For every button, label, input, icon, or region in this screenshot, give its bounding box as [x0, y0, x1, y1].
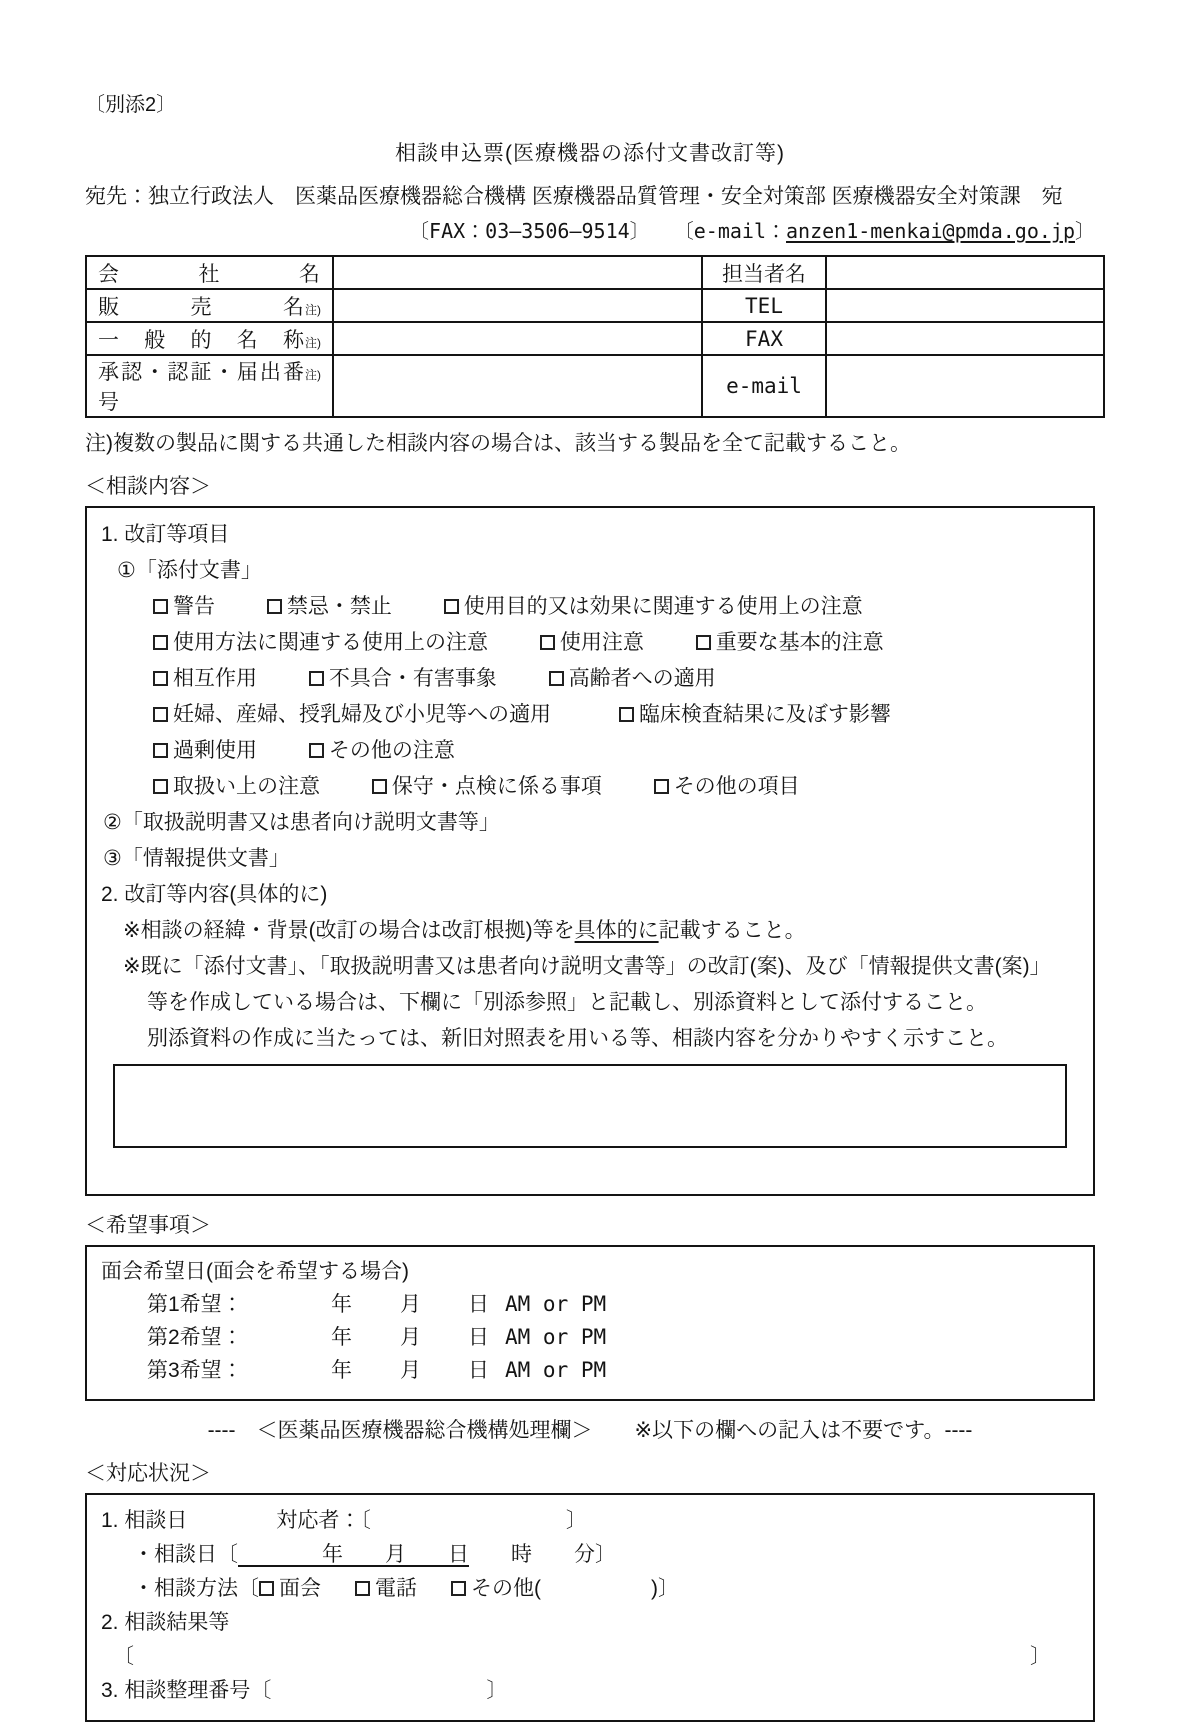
checkbox-option-usage-caution[interactable] — [540, 631, 644, 654]
label-text: 承認・認証・届出番号 — [98, 361, 304, 414]
checkbox-option-interaction[interactable] — [153, 667, 257, 690]
contact-line — [85, 215, 1095, 244]
e-mail-label: e-mail — [702, 355, 826, 417]
checkbox-label: 臨床検査結果に及ぼす影響 — [638, 703, 891, 726]
checkbox-icon — [654, 779, 669, 794]
company-name-label — [86, 256, 333, 289]
note-attachment-reference: ※既に「添付文書」、「取扱説明書又は患者向け説明文書等」の改訂(案)、及び「情報提供文書(案)」 — [123, 955, 1051, 978]
contact-gap — [650, 219, 674, 243]
checkbox-option-other-items[interactable] — [654, 775, 800, 798]
checkbox-icon — [153, 599, 168, 614]
checkbox-icon — [372, 779, 387, 794]
email-suffix: 〕 — [1075, 219, 1095, 243]
bracket-open: 〔 — [113, 1645, 134, 1668]
status-line-consult-date — [101, 1504, 1081, 1538]
year-field[interactable]: 年 — [331, 1359, 352, 1382]
day-field[interactable]: 日 — [468, 1326, 489, 1349]
checkbox-icon — [549, 671, 564, 686]
item-consult-date: 1. 相談日 — [101, 1509, 188, 1532]
contact-person-label: 担当者名 — [702, 256, 826, 289]
month-field[interactable]: 月 — [400, 1359, 421, 1382]
checkbox-option-maintenance-inspection[interactable] — [372, 775, 602, 798]
checkbox-icon — [444, 599, 459, 614]
wishes-box — [85, 1245, 1095, 1401]
note-text: 記載すること。 — [658, 919, 806, 942]
consultation-box — [85, 506, 1095, 1196]
checkbox-option-malfunction-adverse-event[interactable] — [309, 667, 497, 690]
tel-input[interactable] — [826, 289, 1104, 322]
bracket-close: 〕 — [1030, 1645, 1051, 1668]
wish-2-label: 第2希望： — [147, 1326, 243, 1349]
label-text: 販売名 — [98, 295, 304, 319]
checkbox-icon — [259, 1581, 274, 1596]
checkbox-row — [153, 733, 1081, 769]
status-line-reference-number — [101, 1674, 1081, 1708]
checkbox-icon — [153, 779, 168, 794]
item-revision-details: 2. 改訂等内容(具体的に) — [101, 883, 328, 906]
checkbox-option-usage-purpose-precaution[interactable] — [444, 595, 863, 618]
note-underlined-text: 具体的に — [574, 919, 659, 942]
approval-number-label — [86, 355, 333, 417]
pmda-processing-divider: ---- ＜医薬品医療機器総合機構処理欄＞ ※以下の欄への記入は不要です。---- — [207, 1419, 973, 1442]
addressee-line: 宛先：独立行政法人 医薬品医療機器総合機構 医療機器品質管理・安全対策部 医療機器安全対策課 宛 — [85, 185, 1063, 208]
fax-input[interactable] — [826, 322, 1104, 355]
status-line-result-title: 2. 相談結果等 — [101, 1611, 230, 1634]
note-mark: 注) — [305, 302, 321, 317]
fax-label: FAX — [702, 322, 826, 355]
checkbox-label: 面会 — [279, 1577, 321, 1600]
table-row — [86, 355, 1104, 417]
checkbox-label: 使用目的又は効果に関連する使用上の注意 — [463, 595, 863, 618]
checkbox-label: 取扱い上の注意 — [173, 775, 320, 798]
method-suffix: )〕 — [651, 1577, 679, 1600]
checkbox-label: 相互作用 — [173, 667, 257, 690]
label-text: 会社名 — [98, 262, 320, 286]
note-mark: 注) — [305, 335, 321, 350]
spacer — [101, 1148, 1081, 1194]
note-describe-concretely — [123, 913, 1081, 949]
checkbox-icon — [153, 671, 168, 686]
checkbox-label: その他の項目 — [673, 775, 800, 798]
bracket-close: 〕 — [486, 1679, 508, 1702]
checkbox-row — [153, 769, 1081, 805]
checkbox-icon — [153, 635, 168, 650]
checkbox-option-contraindication[interactable] — [267, 595, 392, 618]
attachment-label: 〔別添2〕 — [85, 94, 177, 116]
table-row — [86, 322, 1104, 355]
date-ymd-field[interactable]: 年 月 日 — [238, 1543, 469, 1566]
checkbox-option-usage-method-precaution[interactable] — [153, 631, 488, 654]
checkbox-label: 妊婦、産婦、授乳婦及び小児等への適用 — [173, 703, 551, 726]
checkbox-option-important-basic-caution[interactable] — [696, 631, 884, 654]
day-field[interactable]: 日 — [468, 1293, 489, 1316]
bracket-close: 〕 — [565, 1509, 587, 1532]
checkbox-option-phone[interactable] — [355, 1577, 417, 1600]
day-field[interactable]: 日 — [468, 1359, 489, 1382]
tel-label: TEL — [702, 289, 826, 322]
date-suffix: 時 分〕 — [469, 1543, 616, 1566]
product-name-label — [86, 289, 333, 322]
month-field[interactable]: 月 — [400, 1326, 421, 1349]
wish-row-3 — [147, 1354, 1081, 1387]
label-text: 一般的名称 — [98, 328, 304, 352]
note-text: ※相談の経緯・背景(改訂の場合は改訂根拠)等を — [123, 919, 575, 942]
wish-row-1 — [147, 1288, 1081, 1321]
checkbox-row — [153, 697, 1081, 733]
checkbox-label: 不具合・有害事象 — [328, 667, 497, 690]
wish-3-label: 第3希望： — [147, 1359, 243, 1382]
checkbox-label: 電話 — [375, 1577, 417, 1600]
method-prefix: ・相談方法〔 — [133, 1577, 259, 1600]
checkbox-label: 使用注意 — [559, 631, 644, 654]
year-field[interactable]: 年 — [331, 1326, 352, 1349]
checkbox-label: 警告 — [173, 595, 215, 618]
generic-name-label — [86, 322, 333, 355]
section-heading-consultation: ＜相談内容＞ — [85, 475, 211, 498]
email-prefix: 〔e-mail： — [673, 219, 787, 243]
checkbox-label: その他( — [471, 1577, 541, 1600]
checkbox-icon — [619, 707, 634, 722]
email-link[interactable]: anzen1-menkai@pmda.go.jp — [786, 219, 1075, 243]
checkbox-icon — [696, 635, 711, 650]
checkbox-icon — [309, 743, 324, 758]
checkbox-option-handling-caution[interactable] — [153, 775, 320, 798]
year-field[interactable]: 年 — [331, 1293, 352, 1316]
table-row — [86, 256, 1104, 289]
note-attachment-reference-cont1: 等を作成している場合は、下欄に「別添参照」と記載し、別添資料として添付すること。 — [147, 991, 987, 1014]
checkbox-label: 禁忌・禁止 — [286, 595, 392, 618]
generic-name-input[interactable] — [333, 322, 702, 355]
checkbox-icon — [267, 599, 282, 614]
checkbox-label: 高齢者への適用 — [568, 667, 716, 690]
ampm-field[interactable]: AM or PM — [505, 1358, 607, 1382]
date-prefix: ・相談日〔 — [133, 1543, 238, 1566]
checkbox-option-clinical-test-influence[interactable] — [619, 703, 891, 726]
checkbox-option-elderly-application[interactable] — [549, 667, 716, 690]
wish-row-2 — [147, 1321, 1081, 1354]
product-name-input[interactable] — [333, 289, 702, 322]
checkbox-label: その他の注意 — [328, 739, 455, 762]
checkbox-row — [153, 661, 1081, 697]
company-name-input[interactable] — [333, 256, 702, 289]
status-line-method — [133, 1572, 1081, 1606]
checkbox-label: 重要な基本的注意 — [715, 631, 884, 654]
checkbox-label: 保守・点検に係る事項 — [391, 775, 602, 798]
sub-item-instruction-manual: ②「取扱説明書又は患者向け説明文書等」 — [103, 811, 500, 834]
checkbox-label: 過剰使用 — [173, 739, 257, 762]
status-box — [85, 1493, 1095, 1722]
fax-number: 〔FAX：03—3506—9514〕 — [409, 219, 650, 243]
e-mail-input[interactable] — [826, 355, 1104, 417]
info-table — [85, 255, 1105, 418]
section-heading-status: ＜対応状況＞ — [85, 1462, 211, 1485]
note-attachment-reference-cont2: 別添資料の作成に当たっては、新旧対照表を用いる等、相談内容を分かりやすく示すこと。 — [147, 1027, 1008, 1050]
section-heading-wishes: ＜希望事項＞ — [85, 1214, 211, 1237]
ampm-field[interactable]: AM or PM — [505, 1292, 607, 1316]
checkbox-icon — [540, 635, 555, 650]
checkbox-option-warning[interactable] — [153, 595, 215, 618]
checkbox-icon — [153, 707, 168, 722]
status-line-date-detail — [133, 1538, 1081, 1572]
checkbox-option-overuse[interactable] — [153, 739, 257, 762]
sub-item-package-insert: ①「添付文書」 — [117, 559, 262, 582]
checkbox-option-pregnant-children-application[interactable] — [153, 703, 551, 726]
wish-1-label: 第1希望： — [147, 1293, 243, 1316]
table-note: 注)複数の製品に関する共通した相談内容の場合は、該当する製品を全て記載すること。 — [85, 432, 911, 455]
checkbox-option-other-caution[interactable] — [309, 739, 455, 762]
checkbox-option-other[interactable] — [451, 1577, 541, 1600]
checkbox-icon — [309, 671, 324, 686]
month-field[interactable]: 月 — [400, 1293, 421, 1316]
checkbox-icon — [355, 1581, 370, 1596]
table-row — [86, 289, 1104, 322]
checkbox-option-meeting[interactable] — [259, 1577, 321, 1600]
contact-person-input[interactable] — [826, 256, 1104, 289]
page-title: 相談申込票(医療機器の添付文書改訂等) — [395, 142, 785, 165]
approval-number-input[interactable] — [333, 355, 702, 417]
result-field[interactable] — [113, 1640, 1051, 1674]
checkbox-row — [153, 625, 1081, 661]
responder-label: 対応者：〔 — [276, 1509, 371, 1532]
checkbox-row — [153, 589, 1081, 625]
note-mark: 注) — [305, 368, 321, 382]
checkbox-icon — [153, 743, 168, 758]
revision-details-input-area[interactable] — [113, 1064, 1067, 1148]
checkbox-label: 使用方法に関連する使用上の注意 — [173, 631, 488, 654]
sub-item-information-document: ③「情報提供文書」 — [103, 847, 290, 870]
meeting-date-title: 面会希望日(面会を希望する場合) — [101, 1260, 409, 1283]
reference-number-label: 3. 相談整理番号〔 — [101, 1679, 272, 1702]
item-revision-topics: 1. 改訂等項目 — [101, 523, 230, 546]
checkbox-icon — [451, 1581, 466, 1596]
ampm-field[interactable]: AM or PM — [505, 1325, 607, 1349]
